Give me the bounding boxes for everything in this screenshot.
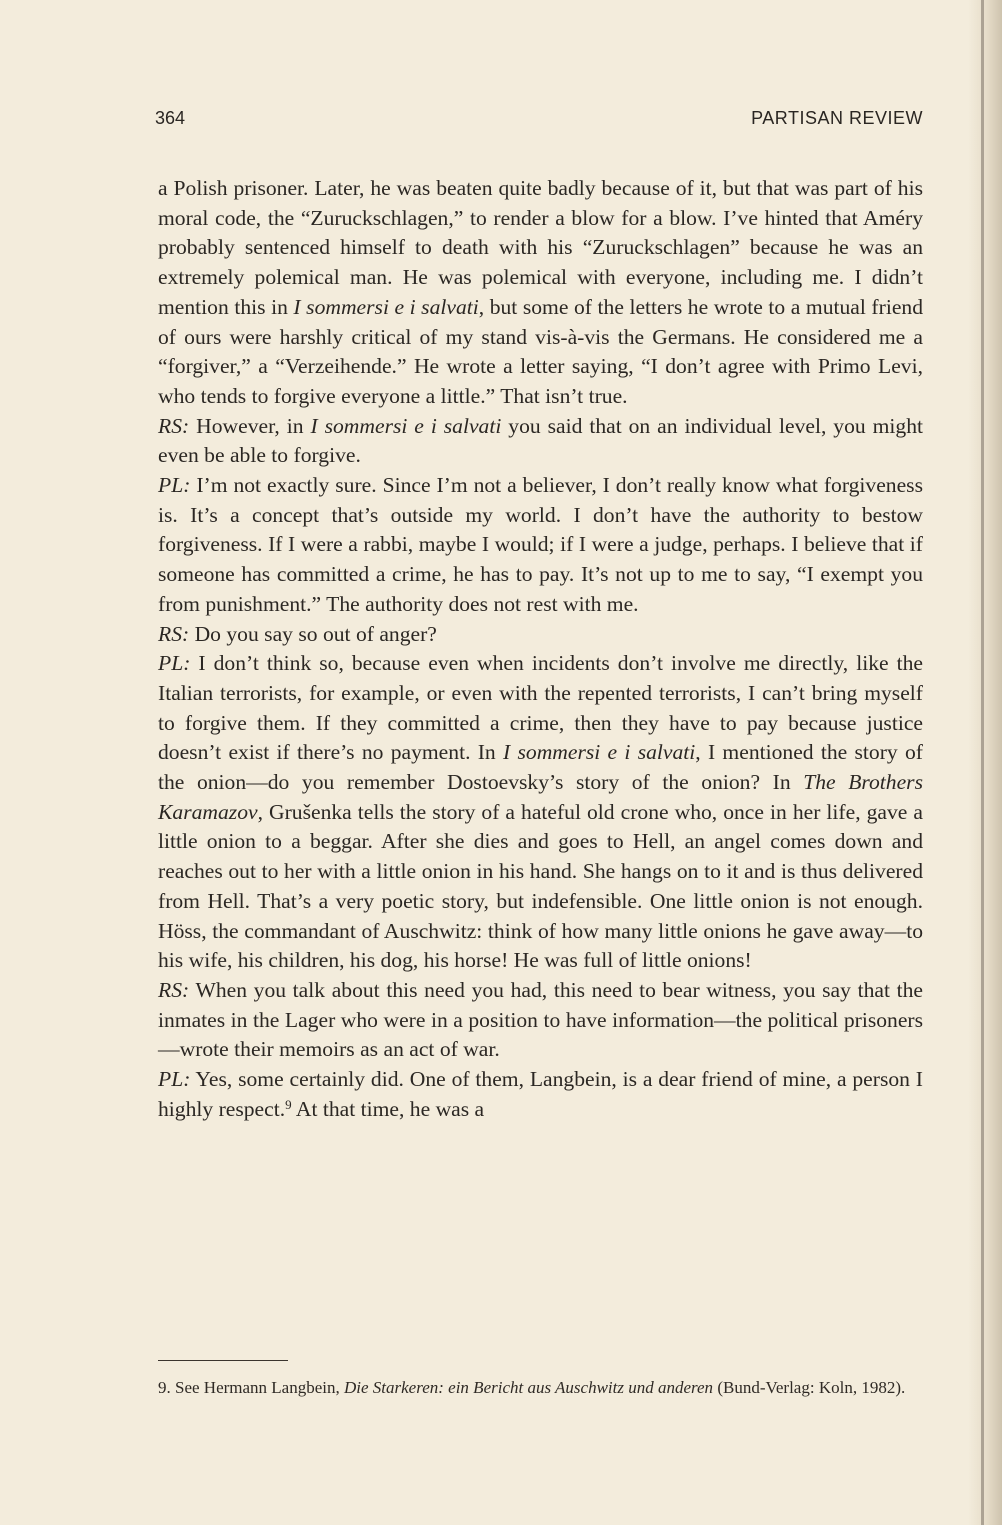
paragraph-continued: a Polish prisoner. Later, he was beaten quite badly because of it, but that was part of his moral code, the “Zuruckschlagen,” to render a blow for a blow. I’ve hinted that Améry probably sentenced himself to death with his “Zuruckschlagen” because he was an extremely polemical man. He was polemical with everyone, including me. I didn’t mention this in I sommersi e i salvati, but some of the letters he wrote to a mutual friend of ours were harshly critical of my stand vis-à-vis the Germans. He considered me a “forgiver,” a “Verzeihende.” He wrote a letter saying, “I don’t agree with Primo Levi, who tends to forgive everyone a little.” That isn’t true. [158,176,923,408]
running-head: PARTISAN REVIEW [751,108,923,128]
page-gutter-shadow [968,0,1002,1525]
speaker-label: PL: [158,473,191,498]
book-title: The Brothers Karamazov [158,770,923,824]
paragraph-rs-3: RS: When you talk about this need you had, this need to bear witness, you say that the inmates in the Lager who were in a position to have information—the political prisoners—wrote their memoirs as an act of war. [158,977,923,1062]
book-title: I sommersi e i salvati [293,294,479,319]
page-header [155,108,923,138]
speaker-label: RS: [158,977,190,1002]
book-title: Die Starkeren: ein Bericht aus Auschwitz und anderen [344,1378,714,1397]
book-title: I sommersi e i salvati [310,413,502,438]
footnote-reference: 9 [285,1096,292,1112]
footnote: 9. See Hermann Langbein, Die Starkeren: ein Bericht aus Auschwitz und anderen (Bund-Verlag: Koln, 1982). [158,1378,906,1397]
paragraph-pl-2: PL: I don’t think so, because even when incidents don’t involve me directly, like the Italian terrorists, for example, or even with the repented terrorists, I can’t bring myself to forgive them. If they committed a crime, then they have to pay because justice doesn’t exist if there’s no payment. In I sommersi e i salvati, I mentioned the story of the onion—do you remember Dostoevsky’s story of the onion? In The Brothers Karamazov, Grušenka tells the story of a hateful old crone who, once in her life, gave a little onion to a beggar. After she dies and goes to Hell, an angel comes down and reaches out to her with a little onion in his hand. She hangs on to it and is thus delivered from Hell. That’s a very poetic story, but indefensible. One little onion is not enough. Höss, the commandant of Auschwitz: think of how many little onions he gave away—to his wife, his children, his dog, his horse! He was full of little onions! [158,651,923,973]
body-text [158,174,923,1125]
speaker-label: RS: [158,413,190,438]
speaker-label: PL: [158,1067,191,1092]
paragraph-pl-3: PL: Yes, some certainly did. One of them, Langbein, is a dear friend of mine, a person I highly respect.$^9$ At that time, he was a [158,1067,923,1121]
book-title: I sommersi e i salvati [503,740,696,765]
paragraph-rs-2: RS: Do you say so out of anger? [158,621,437,646]
footnote-divider [158,1360,288,1361]
page-number: 364 [155,108,186,128]
speaker-label: RS: [158,621,190,646]
paragraph-rs-1: RS: However, in I sommersi e i salvati you said that on an individual level, you might even be able to forgive. [158,413,923,468]
speaker-label: PL: [158,651,191,676]
book-spine-edge [981,0,984,1525]
paragraph-pl-1: PL: I’m not exactly sure. Since I’m not a believer, I don’t really know what forgiveness is. It’s a concept that’s outside my world. I don’t have the authority to bestow forgiveness. If I were a rabbi, maybe I would; if I were a judge, perhaps. I believe that if someone has committed a crime, he has to pay. It’s not up to me to say, “I exempt you from punishment.” The authority does not rest with me. [158,473,923,616]
